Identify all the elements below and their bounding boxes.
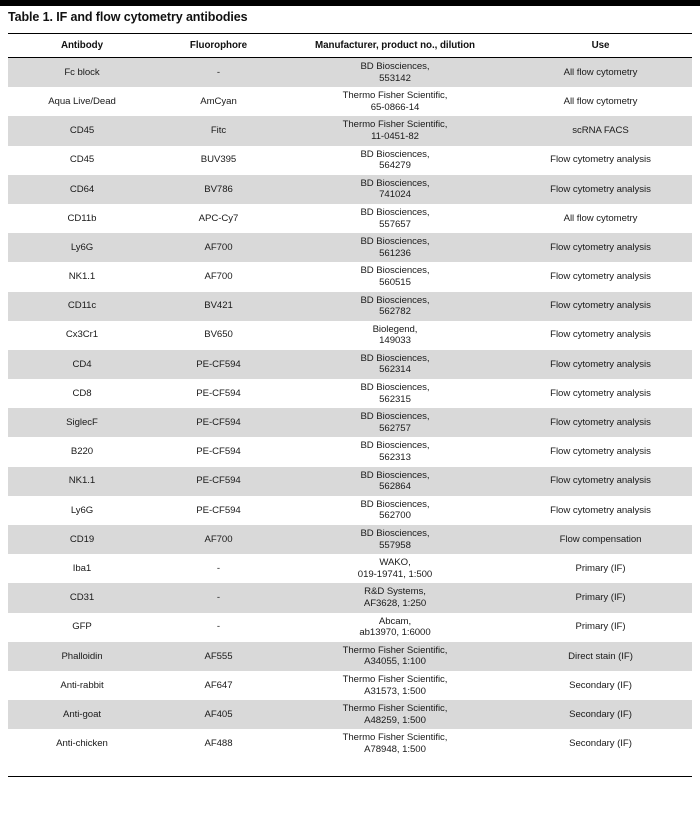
table-row [8,700,692,729]
manufacturer-name: BD Biosciences, [360,236,430,248]
table-row [8,58,692,88]
manufacturer-name: BD Biosciences, [360,294,430,306]
manufacturer-name: Thermo Fisher Scientific, [342,90,448,102]
cell-use: Primary (IF) [509,583,692,612]
table-row [8,467,692,496]
cell-antibody: CD11b [8,204,156,233]
manufacturer-name: Thermo Fisher Scientific, [342,673,448,685]
cell-fluorophore: AF488 [156,729,281,758]
cell-fluorophore: PE-CF594 [156,496,281,525]
table-header-row [8,34,692,58]
cell-use: All flow cytometry [509,204,692,233]
manufacturer-product-no: 562313 [379,452,411,464]
cell-manufacturer [281,496,509,525]
cell-manufacturer [281,87,509,116]
manufacturer-name: Thermo Fisher Scientific, [342,644,448,656]
cell-manufacturer [281,204,509,233]
cell-manufacturer [281,554,509,583]
cell-manufacturer [281,525,509,554]
cell-manufacturer [281,262,509,291]
cell-fluorophore: PE-CF594 [156,350,281,379]
manufacturer-name: BD Biosciences, [360,352,430,364]
cell-antibody: CD64 [8,175,156,204]
table-row [8,262,692,291]
cell-manufacturer [281,233,509,262]
manufacturer-product-no: 562700 [379,510,411,522]
manufacturer-product-no: 562314 [379,364,411,376]
cell-antibody: NK1.1 [8,467,156,496]
cell-manufacturer [281,146,509,175]
cell-manufacturer [281,116,509,145]
column-header-antibody: Antibody [8,34,156,58]
cell-fluorophore: AF700 [156,262,281,291]
cell-fluorophore: PE-CF594 [156,467,281,496]
cell-antibody: CD19 [8,525,156,554]
cell-fluorophore: AF555 [156,642,281,671]
table-row [8,437,692,466]
cell-antibody: Fc block [8,58,156,88]
cell-fluorophore: BUV395 [156,146,281,175]
cell-fluorophore: AF700 [156,233,281,262]
cell-use: Flow cytometry analysis [509,350,692,379]
table-row [8,204,692,233]
table-row [8,525,692,554]
manufacturer-name: BD Biosciences, [360,382,430,394]
cell-use: Direct stain (IF) [509,642,692,671]
manufacturer-product-no: 557657 [379,218,411,230]
table-row [8,146,692,175]
cell-use: Flow cytometry analysis [509,437,692,466]
cell-manufacturer [281,350,509,379]
cell-manufacturer [281,58,509,88]
cell-manufacturer [281,408,509,437]
table-row [8,671,692,700]
table-row [8,554,692,583]
manufacturer-name: BD Biosciences, [360,265,430,277]
cell-use: scRNA FACS [509,116,692,145]
table-row [8,642,692,671]
manufacturer-product-no: 562864 [379,481,411,493]
cell-fluorophore: PE-CF594 [156,408,281,437]
manufacturer-name: R&D Systems, [364,586,426,598]
cell-antibody: NK1.1 [8,262,156,291]
cell-use: Flow cytometry analysis [509,467,692,496]
table-row [8,496,692,525]
cell-antibody: Anti-rabbit [8,671,156,700]
cell-manufacturer [281,671,509,700]
cell-use: Flow cytometry analysis [509,262,692,291]
cell-antibody: Aqua Live/Dead [8,87,156,116]
cell-antibody: CD31 [8,583,156,612]
cell-fluorophore: AF647 [156,671,281,700]
top-black-rule [0,0,700,6]
table-row [8,233,692,262]
table-row [8,613,692,642]
manufacturer-product-no: A48259, 1:500 [364,714,426,726]
manufacturer-name: BD Biosciences, [360,206,430,218]
cell-fluorophore: PE-CF594 [156,437,281,466]
manufacturer-product-no: A34055, 1:100 [364,656,426,668]
manufacturer-name: BD Biosciences, [360,61,430,72]
cell-use: Secondary (IF) [509,671,692,700]
cell-antibody: CD45 [8,116,156,145]
manufacturer-product-no: 562757 [379,422,411,434]
table-row [8,292,692,321]
manufacturer-name: BD Biosciences, [360,411,430,423]
cell-manufacturer [281,583,509,612]
cell-antibody: GFP [8,613,156,642]
table-row [8,379,692,408]
cell-use: Flow compensation [509,525,692,554]
cell-manufacturer [281,729,509,758]
manufacturer-name: BD Biosciences, [360,528,430,539]
antibody-table [8,34,692,759]
page-title: Table 1. IF and flow cytometry antibodies [8,10,248,24]
cell-antibody: Anti-chicken [8,729,156,758]
table-body [8,58,692,759]
cell-manufacturer [281,642,509,671]
cell-antibody: Anti-goat [8,700,156,729]
cell-use: Flow cytometry analysis [509,233,692,262]
manufacturer-product-no: 557958 [379,539,411,551]
manufacturer-product-no: 561236 [379,247,411,259]
cell-fluorophore: AF405 [156,700,281,729]
table-row [8,729,692,758]
manufacturer-name: BD Biosciences, [360,469,430,481]
cell-fluorophore: AmCyan [156,87,281,116]
cell-fluorophore: BV786 [156,175,281,204]
cell-antibody: CD45 [8,146,156,175]
cell-manufacturer [281,321,509,350]
manufacturer-product-no: 65-0866-14 [370,101,420,113]
cell-use: Secondary (IF) [509,729,692,758]
cell-antibody: CD4 [8,350,156,379]
manufacturer-name: BD Biosciences, [360,148,430,160]
column-header-use: Use [509,34,692,58]
manufacturer-name: BD Biosciences, [360,177,430,189]
cell-fluorophore: - [156,583,281,612]
cell-antibody: Phalloidin [8,642,156,671]
table-row [8,175,692,204]
table-bottom-rule [8,776,692,777]
cell-use: All flow cytometry [509,87,692,116]
manufacturer-name: Biolegend, [372,323,418,335]
table-row [8,87,692,116]
manufacturer-product-no: 741024 [379,189,411,201]
manufacturer-product-no: 019-19741, 1:500 [357,568,433,580]
cell-fluorophore: BV421 [156,292,281,321]
manufacturer-name: Thermo Fisher Scientific, [342,119,448,131]
cell-use: Flow cytometry analysis [509,292,692,321]
manufacturer-name: WAKO, [379,557,411,569]
cell-use: Flow cytometry analysis [509,408,692,437]
table-row [8,116,692,145]
cell-antibody: Ly6G [8,233,156,262]
manufacturer-product-no: A78948, 1:500 [364,743,426,755]
cell-use: Primary (IF) [509,613,692,642]
manufacturer-name: BD Biosciences, [360,440,430,452]
table-row [8,583,692,612]
cell-use: Primary (IF) [509,554,692,583]
cell-fluorophore: PE-CF594 [156,379,281,408]
cell-use: All flow cytometry [509,58,692,88]
table-row [8,321,692,350]
manufacturer-product-no: 149033 [379,335,411,347]
cell-fluorophore: - [156,613,281,642]
cell-use: Secondary (IF) [509,700,692,729]
cell-antibody: Ly6G [8,496,156,525]
cell-manufacturer [281,613,509,642]
cell-use: Flow cytometry analysis [509,321,692,350]
cell-fluorophore: APC-Cy7 [156,204,281,233]
cell-fluorophore: - [156,58,281,88]
manufacturer-product-no: 562782 [379,306,411,318]
cell-antibody: SiglecF [8,408,156,437]
column-header-manufacturer: Manufacturer, product no., dilution [281,34,509,58]
cell-use: Flow cytometry analysis [509,175,692,204]
cell-use: Flow cytometry analysis [509,146,692,175]
manufacturer-product-no: 11-0451-82 [371,130,419,142]
manufacturer-name: Thermo Fisher Scientific, [342,732,448,744]
manufacturer-product-no: 553142 [379,72,411,84]
manufacturer-product-no: AF3628, 1:250 [363,597,427,609]
cell-antibody: Iba1 [8,554,156,583]
cell-manufacturer [281,292,509,321]
table-header [8,34,692,58]
manufacturer-product-no: 562315 [379,393,411,405]
table-row [8,350,692,379]
manufacturer-product-no: A31573, 1:500 [364,685,426,697]
cell-manufacturer [281,175,509,204]
cell-antibody: CD8 [8,379,156,408]
manufacturer-name: BD Biosciences, [360,498,430,510]
cell-antibody: CD11c [8,292,156,321]
table-row [8,408,692,437]
cell-fluorophore: AF700 [156,525,281,554]
manufacturer-name: Abcam, [378,615,412,627]
cell-manufacturer [281,379,509,408]
manufacturer-product-no: ab13970, 1:6000 [359,627,431,639]
cell-fluorophore: - [156,554,281,583]
cell-use: Flow cytometry analysis [509,379,692,408]
cell-fluorophore: Fitc [156,116,281,145]
cell-manufacturer [281,700,509,729]
manufacturer-product-no: 564279 [379,160,411,172]
cell-use: Flow cytometry analysis [509,496,692,525]
cell-manufacturer [281,467,509,496]
cell-manufacturer [281,437,509,466]
manufacturer-name: Thermo Fisher Scientific, [342,703,448,715]
cell-antibody: B220 [8,437,156,466]
column-header-fluorophore: Fluorophore [156,34,281,58]
cell-antibody: Cx3Cr1 [8,321,156,350]
cell-fluorophore: BV650 [156,321,281,350]
manufacturer-product-no: 560515 [379,276,411,288]
